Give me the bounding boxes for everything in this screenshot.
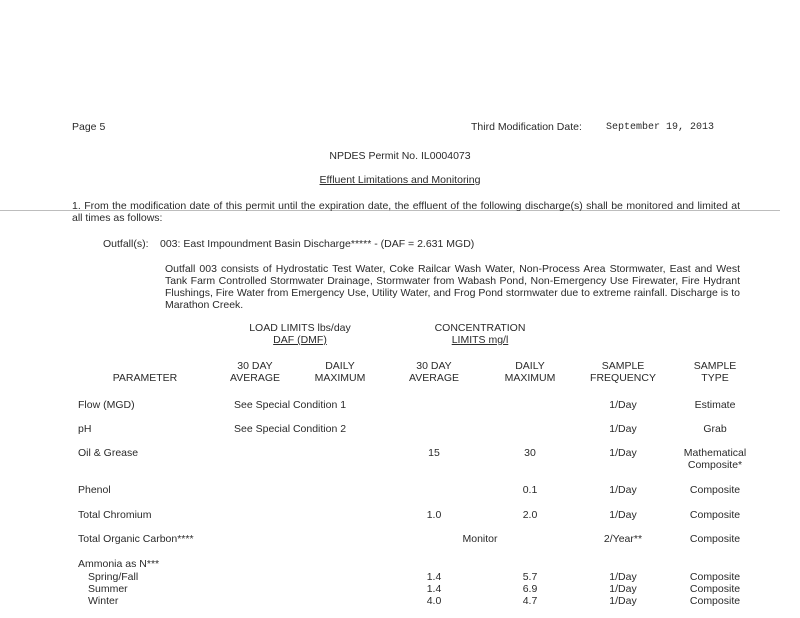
outfall-description: Outfall 003 consists of Hydrostatic Test Water, Coke Railcar Wash Water, Non-Process Area Stormwater, East and West Tank Farm Controlled Stormwater Drainage, Stormwater from Wabash Pond, Non-Emergency Use Firewater, Fire Hydrant Flushings, Fire Water from Emergency Use, Utility Water, and Frog Pond stormwater due to extreme rainfall. Discharge is to Marathon Creek. [165,263,740,311]
page-number: Page 5 [72,121,106,133]
col-sample-type: SAMPLE TYPE [693,360,737,384]
col-sample-frequency: SAMPLE FREQUENCY [590,360,656,384]
modification-date: September 19, 2013 [606,122,715,133]
outfall-text: 003: East Impoundment Basin Discharge***** - (DAF = 2.631 MGD) [160,238,475,250]
permit-number: NPDES Permit No. IL0004073 [329,150,471,162]
col-parameter: PARAMETER [112,372,178,384]
col-load-max: DAILY MAXIMUM [314,360,366,384]
load-limits-header: LOAD LIMITS lbs/day DAF (DMF) [249,322,351,346]
col-conc-max: DAILY MAXIMUM [504,360,556,384]
section-title: Effluent Limitations and Monitoring [319,174,481,186]
outfall-label: Outfall(s): [103,238,149,250]
modification-label: Third Modification Date: [471,121,582,133]
concentration-header: CONCENTRATION LIMITS mg/l [434,322,526,346]
col-load-avg: 30 DAY AVERAGE [230,360,280,384]
col-conc-avg: 30 DAY AVERAGE [409,360,459,384]
intro-paragraph: 1. From the modification date of this permit until the expiration date, the effluent of the following discharge(s) shall be monitored and limited at all times as follows: [72,200,740,224]
